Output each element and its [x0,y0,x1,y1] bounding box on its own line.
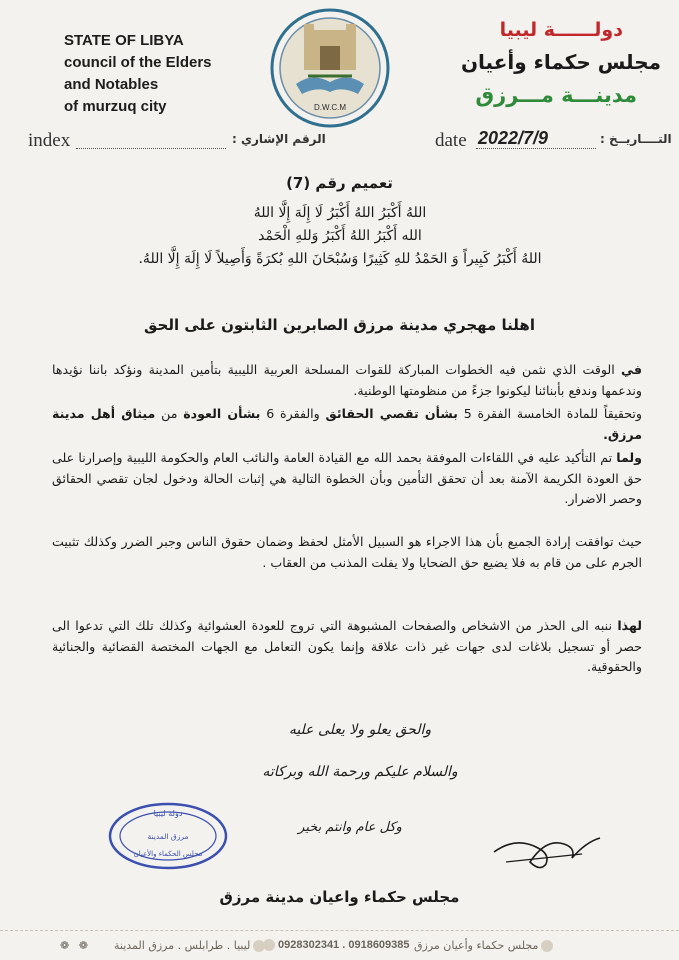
english-line-2: council of the Elders [64,54,212,71]
english-line-1: STATE OF LIBYA [64,32,184,49]
closing-truth-line: والحق يعلو ولا يعلى عليه [288,722,432,738]
footer-ornament: ❁ ❁ [60,939,91,952]
date-value: 2022/7/9 [478,128,549,148]
footer-address-text: ليبيا . طرابلس . مرزق المدينة [114,939,251,952]
takbir-line-3: اللهُ أَكْبَرُ كَبِيراً وَ الحَمْدُ للهِ كَثِيرًا وَسُبْحَانَ اللهِ بُكرَةً وَأَصِيلاً لَا إِلَهَ إِلَّا اللهُ. [138,251,542,267]
paragraph-1 [52,360,642,401]
footer-phones [260,939,410,951]
arabic-city-name: مدينـــة مـــرزق [475,83,637,107]
circular-title: تعميم رقم (7) [286,174,393,192]
footer-page-name: مجلس حكماء وأعيان مرزق [414,939,539,952]
paragraph-5-text: ننبه الى الحذر من الاشخاص والصفحات المشبوهة التي تروج للعودة العشوائية وكذلك تلك التي تدعوا الى حصر أو تسجيل بلاغات لدى جهات غير ذات علاقة وإنما يكون التعامل مع الجهات المختصة القضائية والجنائية والحقوقية. [52,618,642,675]
arabic-state-name: دولــــــة ليبيا [499,19,623,41]
paragraph-2-part-a: وتحقيقاً للمادة الخامسة الفقرة 5 [457,406,642,421]
facebook-icon [541,940,553,952]
paragraph-2-part-d: من [155,406,184,421]
paragraph-4: حيث توافقت إرادة الجميع بأن هذا الاجراء هو السبيل الأمثل لحفظ وضمان حقوق الناس وجبر الضرر وكذلك تثبيت الجرم على من قام به فلا يضيع حق الضحايا ولا يفلت المذنب من العقاب . [52,534,642,570]
paragraph-2-bold-1: بشأن تقصي الحقائق [325,406,458,421]
paragraph-2-part-c: والفقرة 6 [260,406,326,421]
welcome-heading: اهلنا مهجري مدينة مرزق الصابرين الثابتون على الحق [144,316,535,334]
footer-facebook [414,939,556,952]
takbir-line-1: اللهُ أَكْبَرُ اللهُ أَكْبَرُ لَا إِلَهَ إِلَّا اللهُ [253,205,427,221]
paragraph-3-lead: ولما [616,450,642,465]
footer-address [114,939,268,952]
paragraph-1-text: الوقت الذي نثمن فيه الخطوات المباركة للقوات المسلحة العربية الليبية بتأمين المدينة ونؤكد باننا نؤيدها وندعمها وندفع بأبنائنا ليكونوا جزءً من منظومتها الوطنية. [52,362,642,398]
paragraph-2-bold-3: ميثاق أهل مدينة مرزق. [52,406,642,442]
stamp-bottom-text: مجلس الحكماء والأعيان [133,850,203,858]
closing-salam-line: والسلام عليكم ورحمة الله وبركاته [262,764,458,780]
paragraph-1-lead: في [621,362,642,377]
council-signature-text: مجلس حكماء واعيان مدينة مرزق [219,888,460,906]
stamp-top-text: دولة ليبيا [153,809,183,818]
footer-bar [0,930,679,960]
arabic-council-name: مجلس حكماء وأعيان [460,50,661,74]
closing-greeting-line: وكل عام وانتم بخير [298,820,402,835]
paragraph-3 [52,448,642,510]
arabic-letterhead [431,14,661,112]
reference-label: الرقم الإشاري : [232,132,326,146]
date-dotted-line [476,148,596,149]
official-stamp [106,800,230,872]
index-dotted-line [76,148,226,149]
date-label-arabic: التــــاريــخ : [600,132,672,146]
paragraph-2-bold-2: بشأن العودة [183,406,261,421]
date-label: date [435,130,467,151]
takbir-line-2: الله أَكْبَرُ اللهُ أَكْبَرُ وَللهِ الْحَمْد [258,228,422,244]
index-label: index [28,130,71,151]
council-logo [268,6,392,130]
handwritten-signature [486,818,606,878]
paragraph-2 [52,404,642,445]
footer-phones-text: 0928302341 . 0918609385 [278,939,410,951]
stamp-middle-text: مرزق المدينة [147,832,189,841]
english-line-4: of murzuq city [64,98,167,115]
paragraph-3-text: تم التأكيد عليه في اللقاءات الموفقة بحمد الله مع القيادة العامة والنائب العام والحكومة الليبية وإصرارنا على حق العودة الكريمة الآمنة بعد أن تحقق التأمين وبأن الخطوة التالية هي إثبات الحالة ودخول لجان تقصي الحقائق وحصر الاضرار. [52,450,642,507]
paragraph-5-lead: لهذا [617,618,642,633]
english-line-3: and Notables [64,76,159,93]
english-letterhead [64,30,264,118]
phone-icon [263,939,275,951]
paragraph-5 [52,616,642,678]
takbir-block [80,202,600,271]
logo-caption: D.W.C.M [314,103,346,112]
meta-line [0,128,679,158]
